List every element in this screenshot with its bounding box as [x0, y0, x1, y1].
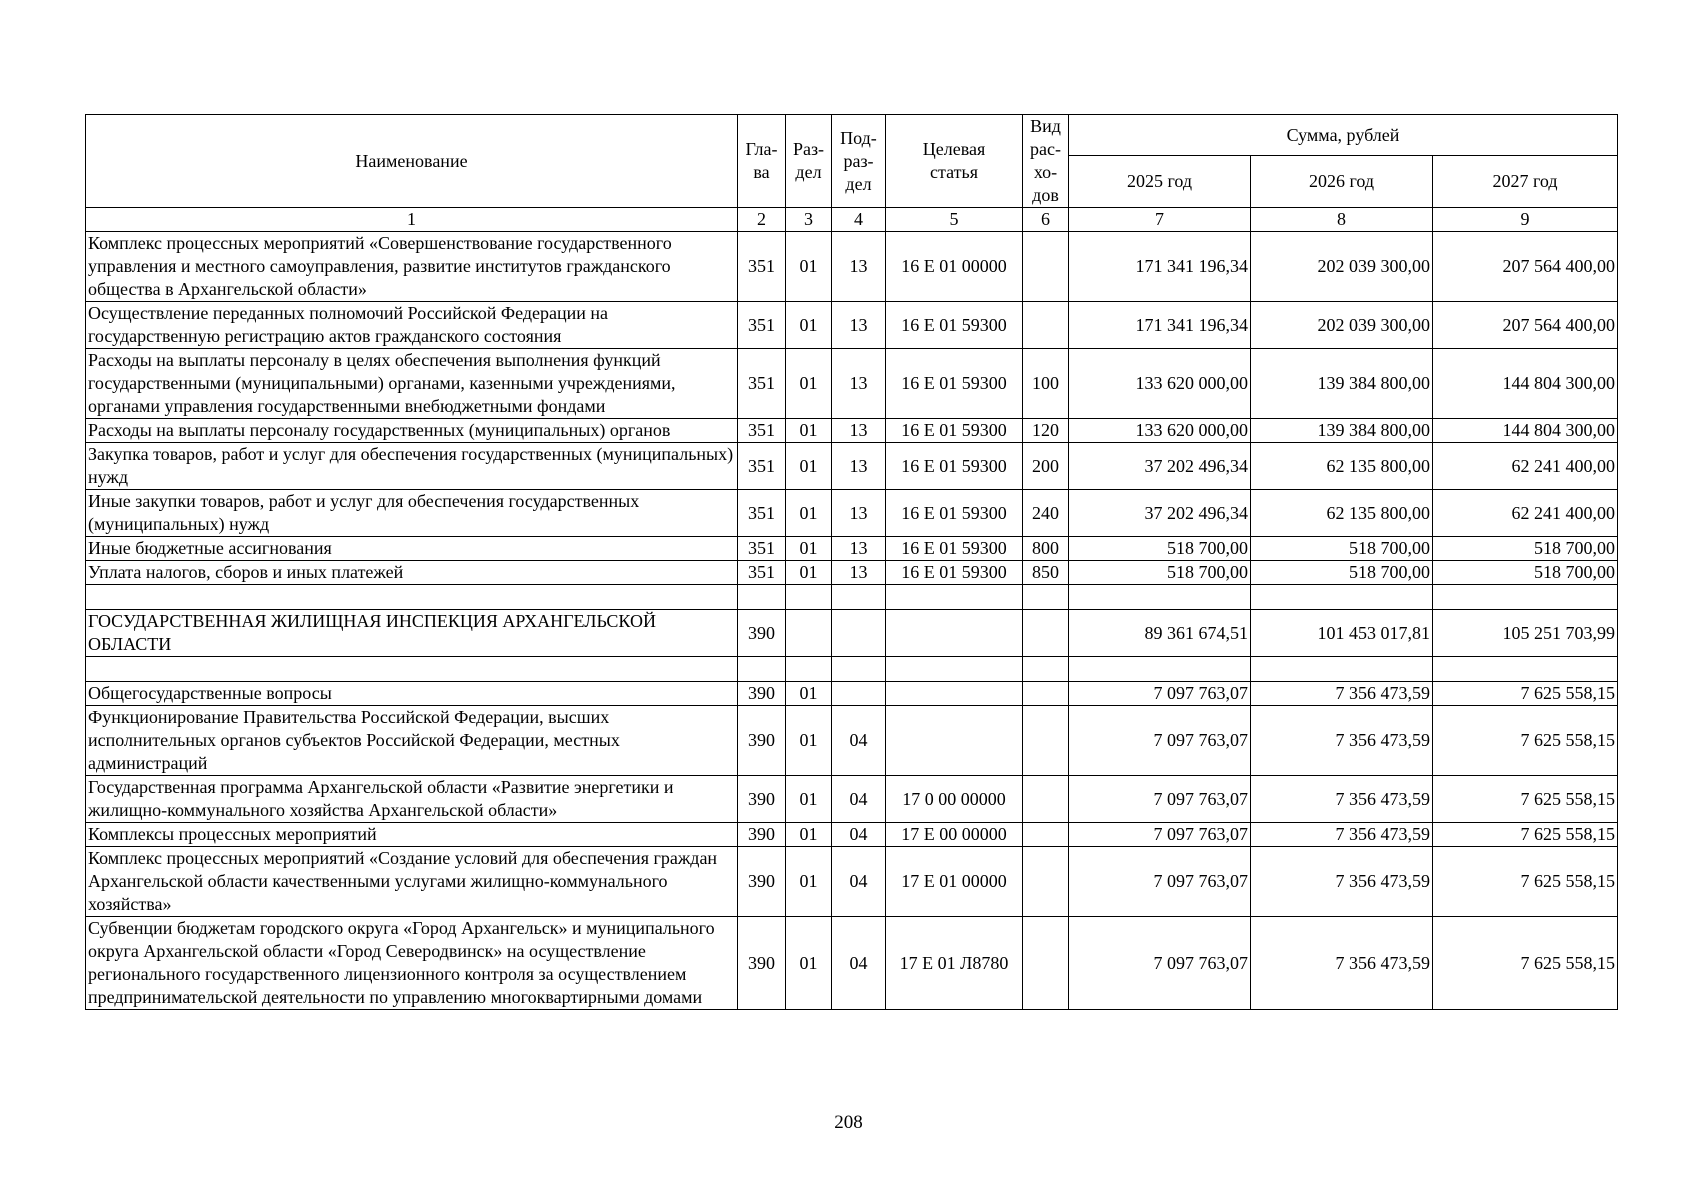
row-razdel: 01	[786, 561, 832, 585]
row-glava: 351	[738, 232, 786, 302]
row-sum-2027: 7 625 558,15	[1433, 847, 1618, 917]
row-sum-2025: 133 620 000,00	[1069, 349, 1251, 419]
row-razdel: 01	[786, 776, 832, 823]
row-glava: 390	[738, 682, 786, 706]
row-sum-2026: 202 039 300,00	[1251, 302, 1433, 349]
row-sum-2026: 518 700,00	[1251, 537, 1433, 561]
row-razdel: 01	[786, 443, 832, 490]
row-podrazdel	[832, 682, 886, 706]
table-row	[86, 232, 1618, 302]
row-name: Комплекс процессных мероприятий «Создание условий для обеспечения граждан Архангельской области качественными услугами жилищно-коммунального хозяйства»	[86, 847, 738, 917]
header-razdel: Раз- дел	[786, 115, 832, 208]
row-sum-2026: 7 356 473,59	[1251, 706, 1433, 776]
row-podrazdel: 13	[832, 302, 886, 349]
row-podrazdel: 04	[832, 823, 886, 847]
row-sum-2027: 7 625 558,15	[1433, 682, 1618, 706]
row-name: Расходы на выплаты персоналу в целях обеспечения выполнения функций государственными (муниципальными) органами, казенными учреждениями, органами управления государственными внебюджетными фондами	[86, 349, 738, 419]
row-sum-2025: 518 700,00	[1069, 561, 1251, 585]
row-sum-2027: 144 804 300,00	[1433, 419, 1618, 443]
row-celevaya-statya: 17 Е 01 Л8780	[886, 917, 1023, 1010]
row-sum-2026: 101 453 017,81	[1251, 610, 1433, 657]
row-glava: 390	[738, 917, 786, 1010]
row-sum-2025: 37 202 496,34	[1069, 443, 1251, 490]
column-number-row	[86, 208, 1618, 232]
row-celevaya-statya: 17 0 00 00000	[886, 776, 1023, 823]
table-row	[86, 847, 1618, 917]
row-glava: 351	[738, 349, 786, 419]
row-sum-2026: 139 384 800,00	[1251, 419, 1433, 443]
row-vid-rashodov	[1023, 232, 1069, 302]
row-razdel: 01	[786, 682, 832, 706]
row-sum-2026: 7 356 473,59	[1251, 847, 1433, 917]
row-podrazdel: 04	[832, 917, 886, 1010]
row-sum-2025: 171 341 196,34	[1069, 302, 1251, 349]
row-name: Общегосударственные вопросы	[86, 682, 738, 706]
table-row	[86, 443, 1618, 490]
page-number: 208	[834, 1112, 863, 1133]
row-sum-2025: 37 202 496,34	[1069, 490, 1251, 537]
row-sum-2026: 62 135 800,00	[1251, 490, 1433, 537]
table-row	[86, 682, 1618, 706]
row-sum-2025: 7 097 763,07	[1069, 776, 1251, 823]
header-podrazdel: Под- раз- дел	[832, 115, 886, 208]
row-name: Государственная программа Архангельской области «Развитие энергетики и жилищно-коммунального хозяйства Архангельской области»	[86, 776, 738, 823]
row-razdel: 01	[786, 706, 832, 776]
row-glava: 351	[738, 537, 786, 561]
table-row	[86, 302, 1618, 349]
row-celevaya-statya	[886, 682, 1023, 706]
row-sum-2025: 7 097 763,07	[1069, 682, 1251, 706]
row-glava: 390	[738, 847, 786, 917]
row-vid-rashodov: 850	[1023, 561, 1069, 585]
row-razdel: 01	[786, 419, 832, 443]
row-vid-rashodov: 200	[1023, 443, 1069, 490]
row-razdel: 01	[786, 847, 832, 917]
row-sum-2026: 139 384 800,00	[1251, 349, 1433, 419]
row-celevaya-statya: 16 Е 01 00000	[886, 232, 1023, 302]
row-glava: 351	[738, 419, 786, 443]
row-vid-rashodov: 100	[1023, 349, 1069, 419]
row-glava: 390	[738, 706, 786, 776]
row-sum-2025: 89 361 674,51	[1069, 610, 1251, 657]
table-row	[86, 823, 1618, 847]
row-sum-2027: 518 700,00	[1433, 537, 1618, 561]
row-podrazdel	[832, 610, 886, 657]
row-podrazdel: 13	[832, 349, 886, 419]
row-sum-2026: 62 135 800,00	[1251, 443, 1433, 490]
table-row	[86, 349, 1618, 419]
row-vid-rashodov	[1023, 776, 1069, 823]
row-podrazdel: 13	[832, 232, 886, 302]
header-year-2025: 2025 год	[1069, 156, 1251, 208]
row-sum-2027: 7 625 558,15	[1433, 917, 1618, 1010]
row-sum-2027: 7 625 558,15	[1433, 823, 1618, 847]
header-name: Наименование	[86, 115, 738, 208]
column-number: 8	[1251, 208, 1433, 232]
row-sum-2026: 7 356 473,59	[1251, 682, 1433, 706]
row-podrazdel: 13	[832, 537, 886, 561]
row-glava: 390	[738, 823, 786, 847]
row-sum-2025: 133 620 000,00	[1069, 419, 1251, 443]
row-vid-rashodov	[1023, 610, 1069, 657]
row-vid-rashodov	[1023, 917, 1069, 1010]
blank-row	[86, 657, 1618, 682]
row-name: Иные закупки товаров, работ и услуг для обеспечения государственных (муниципальных) нужд	[86, 490, 738, 537]
row-celevaya-statya: 17 Е 01 00000	[886, 847, 1023, 917]
column-number: 1	[86, 208, 738, 232]
row-razdel: 01	[786, 537, 832, 561]
row-glava: 351	[738, 561, 786, 585]
row-vid-rashodov: 240	[1023, 490, 1069, 537]
row-celevaya-statya: 16 Е 01 59300	[886, 419, 1023, 443]
row-glava: 390	[738, 776, 786, 823]
row-name: Закупка товаров, работ и услуг для обеспечения государственных (муниципальных) нужд	[86, 443, 738, 490]
row-celevaya-statya: 16 Е 01 59300	[886, 302, 1023, 349]
row-glava: 390	[738, 610, 786, 657]
row-sum-2027: 62 241 400,00	[1433, 490, 1618, 537]
row-sum-2025: 518 700,00	[1069, 537, 1251, 561]
row-name: Осуществление переданных полномочий Российской Федерации на государственную регистрацию актов гражданского состояния	[86, 302, 738, 349]
row-razdel: 01	[786, 917, 832, 1010]
row-glava: 351	[738, 490, 786, 537]
row-sum-2026: 518 700,00	[1251, 561, 1433, 585]
column-number: 9	[1433, 208, 1618, 232]
row-razdel: 01	[786, 490, 832, 537]
row-name: Комплекс процессных мероприятий «Совершенствование государственного управления и местного самоуправления, развитие институтов гражданского общества в Архангельской области»	[86, 232, 738, 302]
header-summa: Сумма, рублей	[1069, 115, 1618, 156]
row-celevaya-statya: 16 Е 01 59300	[886, 537, 1023, 561]
table-row	[86, 537, 1618, 561]
table-row	[86, 776, 1618, 823]
row-vid-rashodov	[1023, 682, 1069, 706]
row-razdel: 01	[786, 823, 832, 847]
row-podrazdel: 04	[832, 706, 886, 776]
row-sum-2027: 105 251 703,99	[1433, 610, 1618, 657]
row-sum-2026: 7 356 473,59	[1251, 776, 1433, 823]
column-number: 7	[1069, 208, 1251, 232]
row-celevaya-statya	[886, 706, 1023, 776]
row-sum-2027: 7 625 558,15	[1433, 776, 1618, 823]
row-razdel: 01	[786, 302, 832, 349]
row-podrazdel: 04	[832, 847, 886, 917]
column-number: 2	[738, 208, 786, 232]
column-number: 3	[786, 208, 832, 232]
row-celevaya-statya	[886, 610, 1023, 657]
row-sum-2026: 7 356 473,59	[1251, 823, 1433, 847]
row-podrazdel: 13	[832, 490, 886, 537]
header-celevaya-statya: Целевая статья	[886, 115, 1023, 208]
header-year-2026: 2026 год	[1251, 156, 1433, 208]
row-celevaya-statya: 16 Е 01 59300	[886, 490, 1023, 537]
table-row	[86, 917, 1618, 1010]
row-sum-2027: 518 700,00	[1433, 561, 1618, 585]
row-name: Расходы на выплаты персоналу государственных (муниципальных) органов	[86, 419, 738, 443]
row-razdel	[786, 610, 832, 657]
row-sum-2027: 7 625 558,15	[1433, 706, 1618, 776]
row-sum-2025: 7 097 763,07	[1069, 823, 1251, 847]
header-row	[86, 115, 1618, 156]
row-razdel: 01	[786, 349, 832, 419]
row-vid-rashodov	[1023, 706, 1069, 776]
row-sum-2026: 202 039 300,00	[1251, 232, 1433, 302]
row-celevaya-statya: 16 Е 01 59300	[886, 443, 1023, 490]
row-name: Уплата налогов, сборов и иных платежей	[86, 561, 738, 585]
row-sum-2025: 171 341 196,34	[1069, 232, 1251, 302]
row-name: Субвенции бюджетам городского округа «Город Архангельск» и муниципального округа Архангельской области «Город Северодвинск» на осуществление регионального государственного лицензионного контроля за осуществлением предпринимательской деятельности по управлению многоквартирными домами	[86, 917, 738, 1010]
column-number: 6	[1023, 208, 1069, 232]
row-sum-2025: 7 097 763,07	[1069, 847, 1251, 917]
row-sum-2027: 207 564 400,00	[1433, 302, 1618, 349]
table-row	[86, 419, 1618, 443]
row-vid-rashodov: 800	[1023, 537, 1069, 561]
row-sum-2027: 207 564 400,00	[1433, 232, 1618, 302]
table-row	[86, 561, 1618, 585]
table-row	[86, 706, 1618, 776]
row-name: Комплексы процессных мероприятий	[86, 823, 738, 847]
row-razdel: 01	[786, 232, 832, 302]
row-sum-2027: 62 241 400,00	[1433, 443, 1618, 490]
row-vid-rashodov	[1023, 823, 1069, 847]
row-sum-2025: 7 097 763,07	[1069, 917, 1251, 1010]
row-sum-2026: 7 356 473,59	[1251, 917, 1433, 1010]
table-row	[86, 490, 1618, 537]
table-row-total	[86, 610, 1618, 657]
row-name: Функционирование Правительства Российской Федерации, высших исполнительных органов субъектов Российской Федерации, местных администраций	[86, 706, 738, 776]
budget-table	[85, 114, 1618, 1010]
row-celevaya-statya: 16 Е 01 59300	[886, 561, 1023, 585]
row-glava: 351	[738, 443, 786, 490]
header-year-2027: 2027 год	[1433, 156, 1618, 208]
row-vid-rashodov: 120	[1023, 419, 1069, 443]
row-celevaya-statya: 17 Е 00 00000	[886, 823, 1023, 847]
row-name: Иные бюджетные ассигнования	[86, 537, 738, 561]
row-sum-2027: 144 804 300,00	[1433, 349, 1618, 419]
header-glava: Гла- ва	[738, 115, 786, 208]
header-vid-rashodov: Вид рас- хо- дов	[1023, 115, 1069, 208]
column-number: 5	[886, 208, 1023, 232]
column-number: 4	[832, 208, 886, 232]
row-podrazdel: 13	[832, 443, 886, 490]
row-sum-2025: 7 097 763,07	[1069, 706, 1251, 776]
row-glava: 351	[738, 302, 786, 349]
row-podrazdel: 13	[832, 419, 886, 443]
row-name: ГОСУДАРСТВЕННАЯ ЖИЛИЩНАЯ ИНСПЕКЦИЯ АРХАНГЕЛЬСКОЙ ОБЛАСТИ	[86, 610, 738, 657]
blank-row	[86, 585, 1618, 610]
row-podrazdel: 13	[832, 561, 886, 585]
row-vid-rashodov	[1023, 847, 1069, 917]
row-vid-rashodov	[1023, 302, 1069, 349]
row-celevaya-statya: 16 Е 01 59300	[886, 349, 1023, 419]
row-podrazdel: 04	[832, 776, 886, 823]
